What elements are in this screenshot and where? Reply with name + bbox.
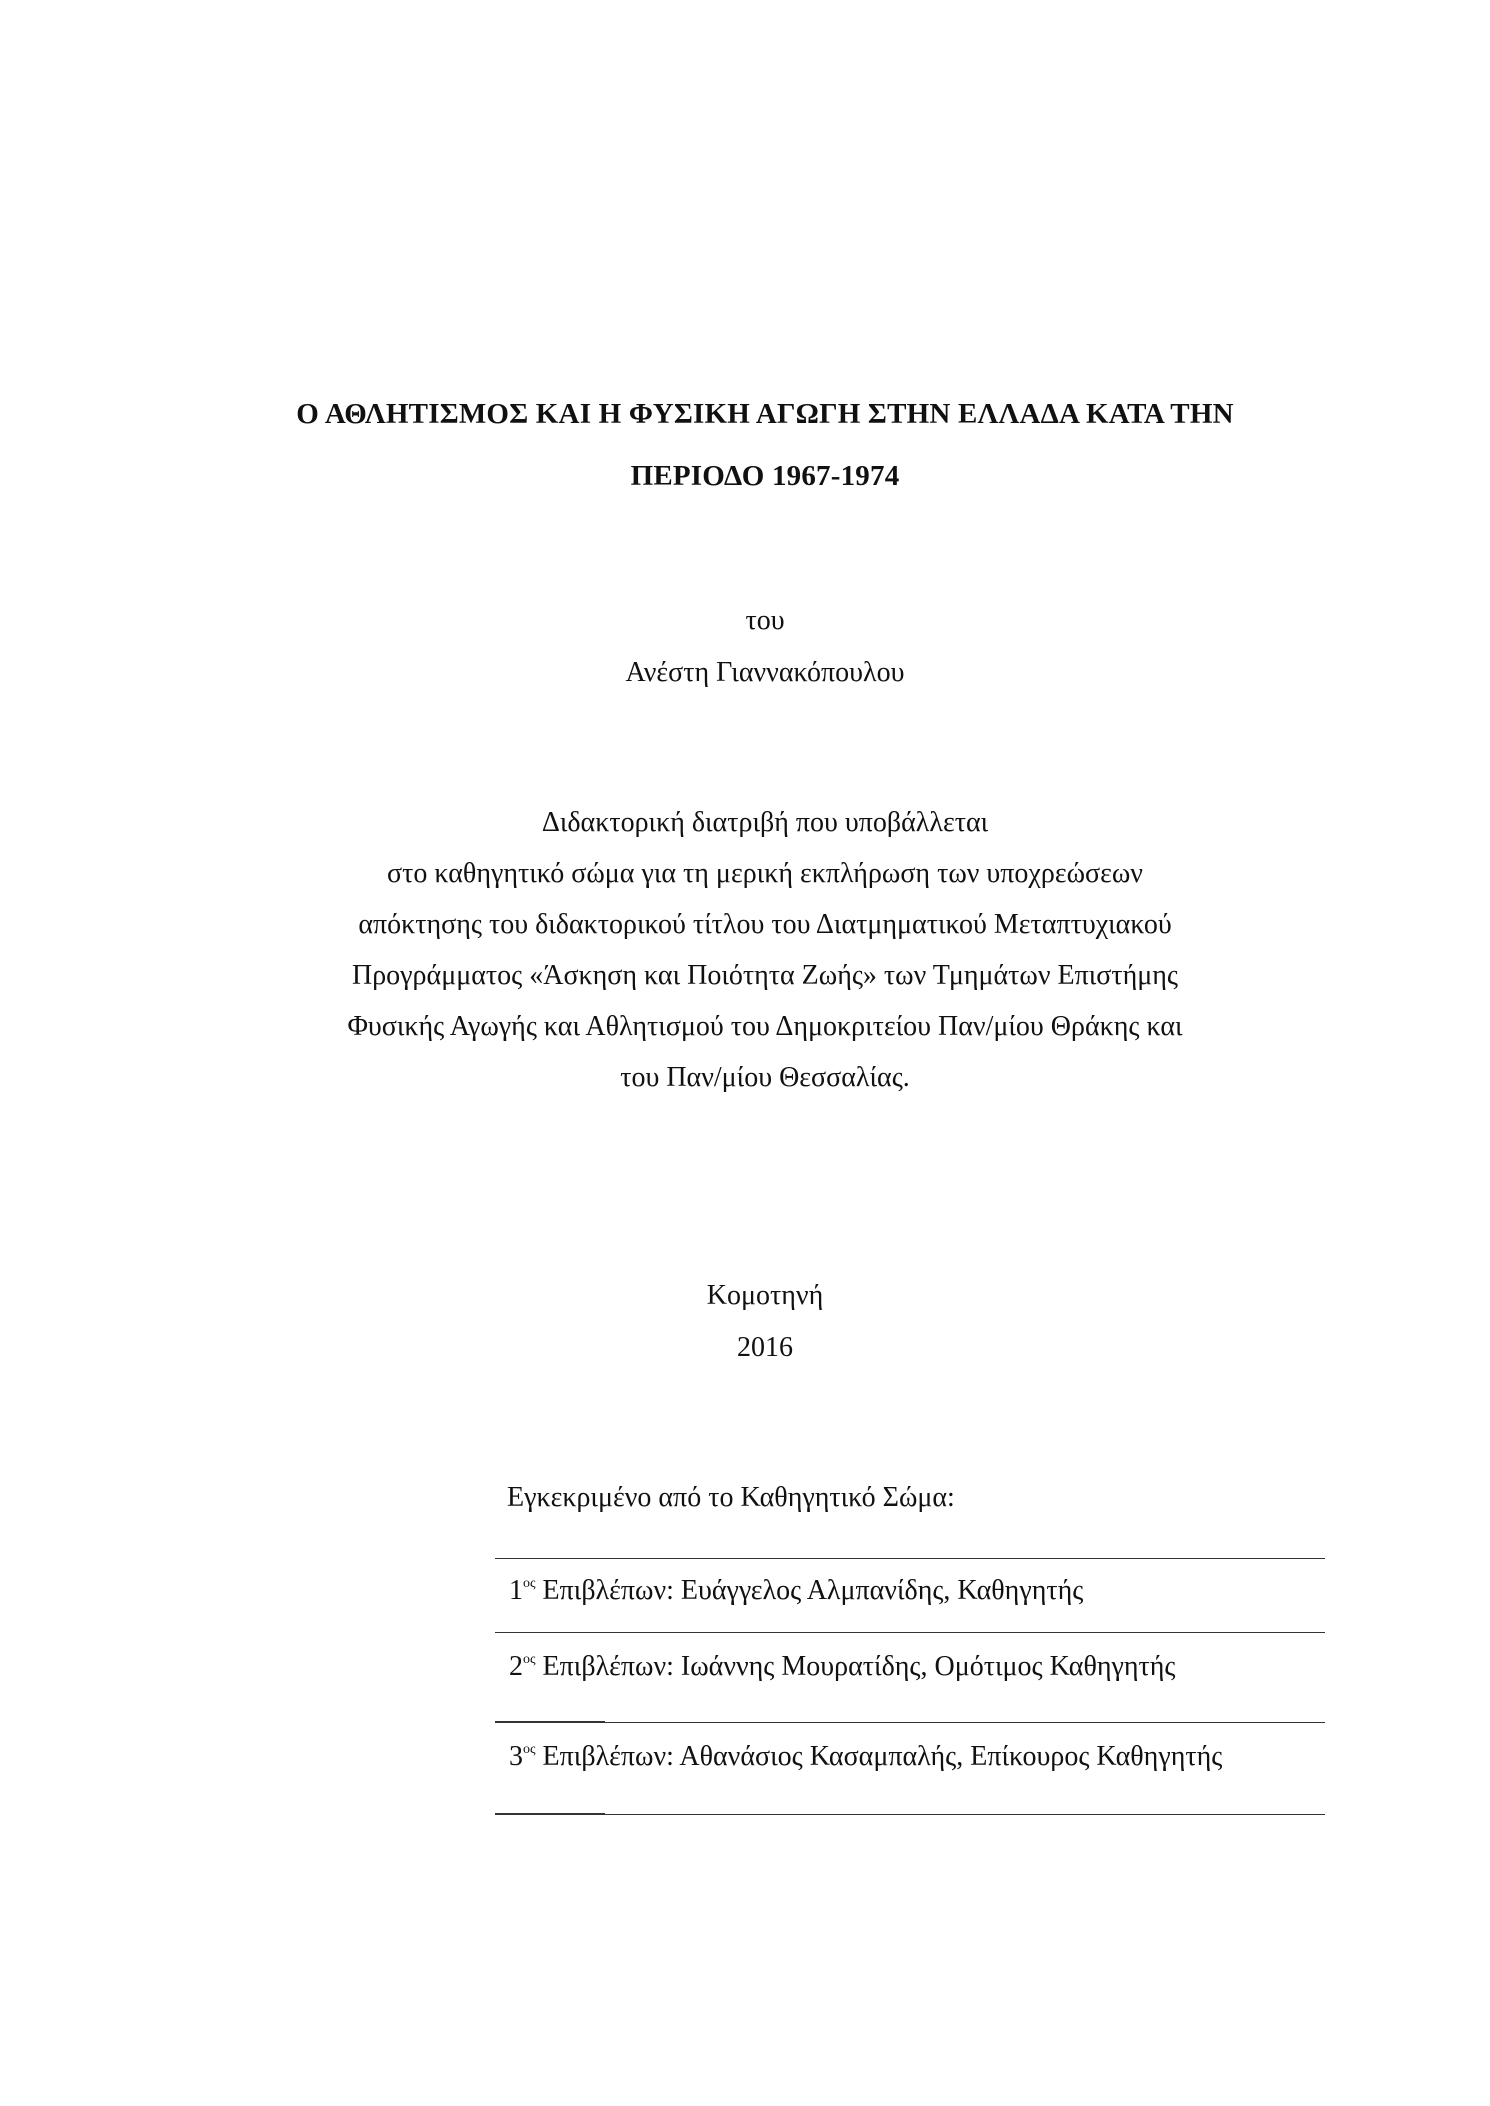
signature-line — [495, 1814, 1325, 1815]
member-role: Επιβλέπων: — [542, 1651, 674, 1682]
author-prefix: του — [745, 605, 785, 636]
description-line: απόκτησης του διδακτορικού τίτλου του Διατμηματικού Μεταπτυχιακού — [358, 909, 1172, 940]
member-entry — [509, 1647, 1176, 1687]
description-line: του Παν/μίου Θεσσαλίας. — [620, 1062, 910, 1093]
author-name: Ανέστη Γιαννακόπουλου — [625, 657, 905, 688]
committee-member — [495, 1723, 1325, 1814]
committee-member — [495, 1559, 1325, 1632]
member-role: Επιβλέπων: — [542, 1741, 674, 1772]
description-line: Διδακτορική διατριβή που υποβάλλεται — [541, 807, 989, 838]
author-block — [0, 595, 1490, 699]
member-ordinal: 2 — [509, 1651, 523, 1682]
thesis-title — [0, 383, 1490, 507]
city: Κομοτηνή — [706, 1280, 824, 1311]
short-rule — [495, 1813, 605, 1814]
member-ordinal-suffix: ος — [523, 1742, 536, 1757]
short-rule — [495, 1721, 605, 1722]
title-line-1: Ο ΑΘΛΗΤΙΣΜΟΣ ΚΑΙ Η ΦΥΣΙΚΗ ΑΓΩΓΗ ΣΤΗΝ ΕΛΛΑΔΑ ΚΑΤΑ ΤΗΝ — [296, 398, 1234, 430]
member-role: Επιβλέπων: — [542, 1575, 674, 1606]
description-line: Προγράμματος «Άσκηση και Ποιότητα Ζωής» των Τμημάτων Επιστήμης — [351, 960, 1179, 991]
description-line: στο καθηγητικό σώμα για τη μερική εκπλήρωση των υποχρεώσεων — [387, 858, 1143, 889]
description-line: Φυσικής Αγωγής και Αθλητισμού του Δημοκριτείου Παν/μίου Θράκης και — [347, 1011, 1183, 1042]
place-date-block — [0, 1270, 1490, 1374]
member-name: Ιωάννης Μουρατίδης, Ομότιμος Καθηγητής — [680, 1651, 1176, 1682]
member-ordinal: 1 — [509, 1575, 523, 1606]
member-name: Αθανάσιος Κασαμπαλής, Επίκουρος Καθηγητής — [679, 1741, 1223, 1772]
member-ordinal-suffix: ος — [523, 1652, 536, 1667]
year: 2016 — [737, 1332, 793, 1363]
committee-member — [495, 1633, 1325, 1722]
thesis-description — [0, 797, 1490, 1103]
member-entry — [509, 1737, 1222, 1777]
committee-heading: Εγκεκριμένο από το Καθηγητικό Σώμα: — [507, 1482, 955, 1513]
member-name: Ευάγγελος Αλμπανίδης, Καθηγητής — [680, 1575, 1084, 1606]
member-entry — [509, 1571, 1083, 1611]
title-line-2: ΠΕΡΙΟΔΟ 1967-1974 — [630, 460, 900, 492]
committee-list — [495, 1558, 1325, 1815]
member-ordinal-suffix: ος — [523, 1576, 536, 1591]
member-ordinal: 3 — [509, 1741, 523, 1772]
